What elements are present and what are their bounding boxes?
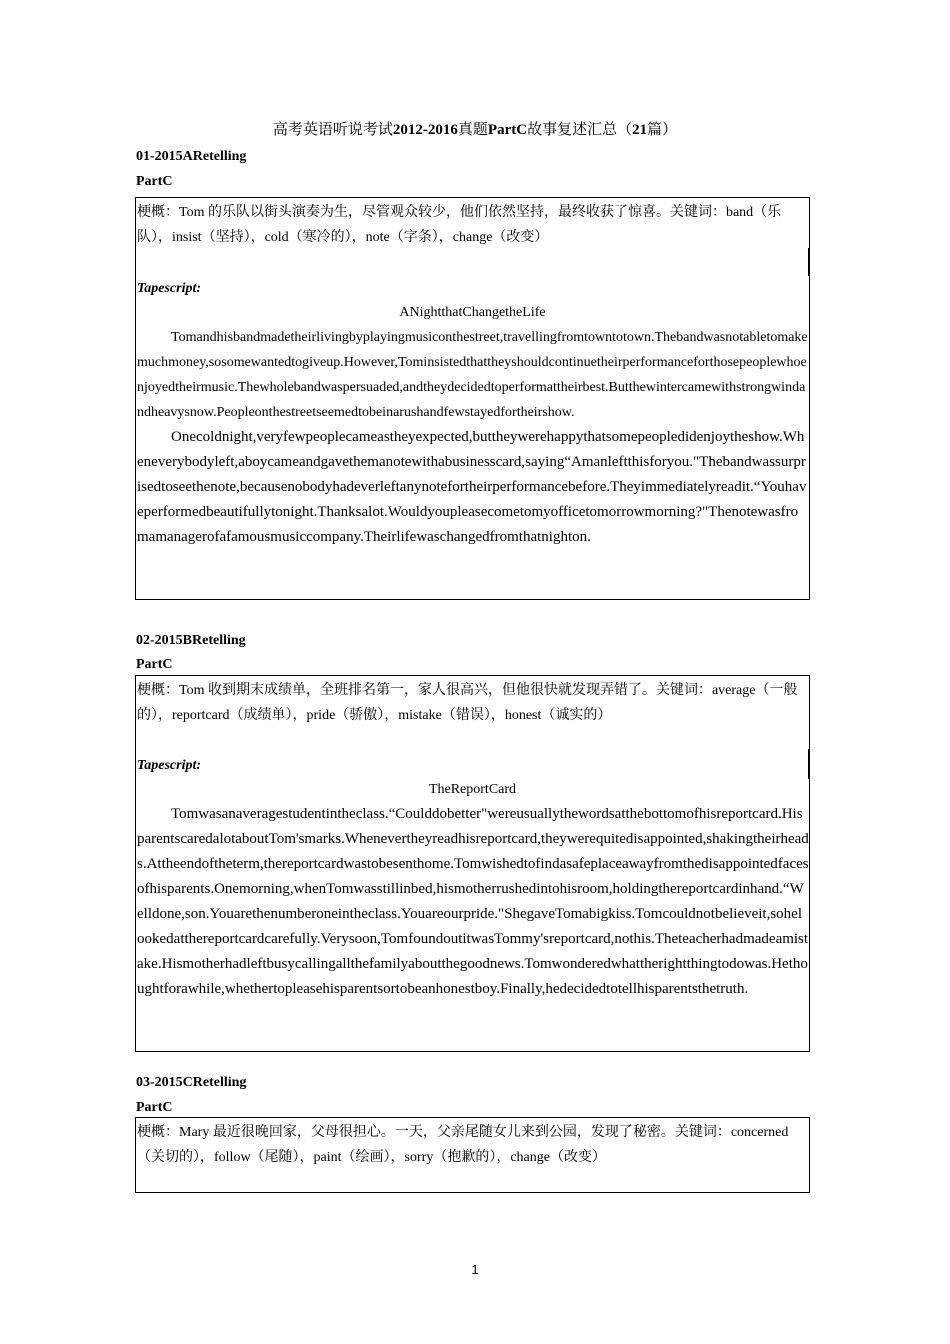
story-body	[136, 802, 809, 1002]
section-heading: 02-2015BRetelling	[136, 633, 246, 648]
story-paragraph: Onecoldnight,veryfewpeoplecameastheyexpected,buttheywerehappythatsomepeopledidenjoytheshow.Wheneverybodyleft,aboycameandgavethemanotewithabusinesscard,saying“Amanleftthisforyou."Thebandwassurprisedtoseethenote,becausenobodyhadeverleftanynotefortheirperformancebefore.Theyimmediatelyreadit.“Youhaveperformedbeautifullytonight.Thanksalot.Wouldyoupleasecometomyofficetomorrowmorning?"Thenotewasfromamanagerofafamousmusiccompany.Theirlifewaschangedfromthatnighton.	[137, 429, 807, 545]
page-number: 1	[471, 1262, 479, 1277]
title-count: 21	[632, 122, 648, 138]
section-part-label: PartC	[136, 1100, 173, 1115]
story-paragraph: Tomwasanaveragestudentintheclass.“Coulddobetter"wereusuallythewordsatthebottomofhisreportcard.HisparentscaredalotaboutTom'smarks.Whenevertheyreadhisreportcard,theywerequitedisappointed,shakingtheirheads.Attheendoftheterm,thereportcardwastobesenthome.Tomwishedtofindasafeplaceawayfromthedisappointedfacesofhisparents.Onemorning,whenTomwasstillinbed,hismotherrushedintohisroom,holdingthereportcardinhand.“Welldone,son.Youarethenumberoneintheclass.Youareourpride."ShegaveTomabigkiss.Tomcouldnotbelieveit,sohelookedatthereportcardcarefully.Verysoon,TomfoundoutitwasTommy'sreportcard,nothis.Theteacherhadmadeamistake.Hismotherhadleftbusycallingallthefamilyaboutthegoodnews.Tomwonderedwhattherightthingtodowas.Hethoughtforawhile,whethertopleasehisparentsortobeanhonestboy.Finally,hedecidedtotellhisparentsthetruth.	[137, 806, 809, 997]
title-text-end: 篇）	[647, 122, 678, 138]
section-part-label: PartC	[136, 174, 173, 189]
story-box	[135, 1117, 810, 1193]
story-title: TheReportCard	[428, 782, 517, 797]
title-text-post: 故事复述汇总（	[527, 122, 633, 138]
story-box	[135, 675, 810, 1052]
title-text-pre: 高考英语听说考试	[272, 122, 393, 138]
section-heading: 03-2015CRetelling	[136, 1075, 247, 1090]
tapescript-label: Tapescript:	[137, 758, 202, 773]
section-part-label: PartC	[136, 657, 173, 672]
story-title: ANightthatChangetheLife	[399, 305, 546, 320]
table-border-mark	[808, 749, 810, 779]
tapescript-label: Tapescript:	[137, 281, 202, 296]
title-years: 2012-2016	[392, 122, 458, 138]
story-body	[136, 325, 809, 550]
table-border-mark	[808, 248, 810, 276]
summary-text: 梗概：Mary 最近很晚回家，父母很担心。一天，父亲尾随女儿来到公园，发现了秘密。关键词：concerned（关切的），follow（尾随），paint（绘画），sorry（抱歉的），change（改变）	[137, 1125, 789, 1165]
story-paragraph: Tomandhisbandmadetheirlivingbyplayingmusiconthestreet,travellingfromtowntotown.Thebandwasnotabletomakemuchmoney,sosomewantedtogiveup.However,Tominsistedthattheyshouldcontinuetheirperformanceforthosepeoplewhoenjoyedtheirmusic.Thewholebandwaspersuaded,andtheydecidedtoperformattheirbest.Butthewintercamewithstrongwindandheavysnow.Peopleonthestreetseemedtobeinarushandfewstayedfortheirshow.	[137, 330, 808, 420]
story-box	[135, 197, 810, 600]
summary-text: 梗概：Tom 收到期末成绩单，全班排名第一，家人很高兴，但他很快就发现弄错了。关键词：average（一般的），reportcard（成绩单），pride（骄傲），mistake（错误），honest（诚实的）	[137, 683, 798, 723]
title-part: PartC	[487, 122, 528, 138]
summary-text: 梗概：Tom 的乐队以街头演奏为生，尽管观众较少，他们依然坚持，最终收获了惊喜。关键词：band（乐队），insist（坚持），cold（寒冷的），note（字条），change（改变）	[137, 205, 782, 245]
document-title	[0, 120, 950, 140]
title-text-mid: 真题	[457, 122, 488, 138]
section-heading: 01-2015ARetelling	[136, 149, 247, 164]
